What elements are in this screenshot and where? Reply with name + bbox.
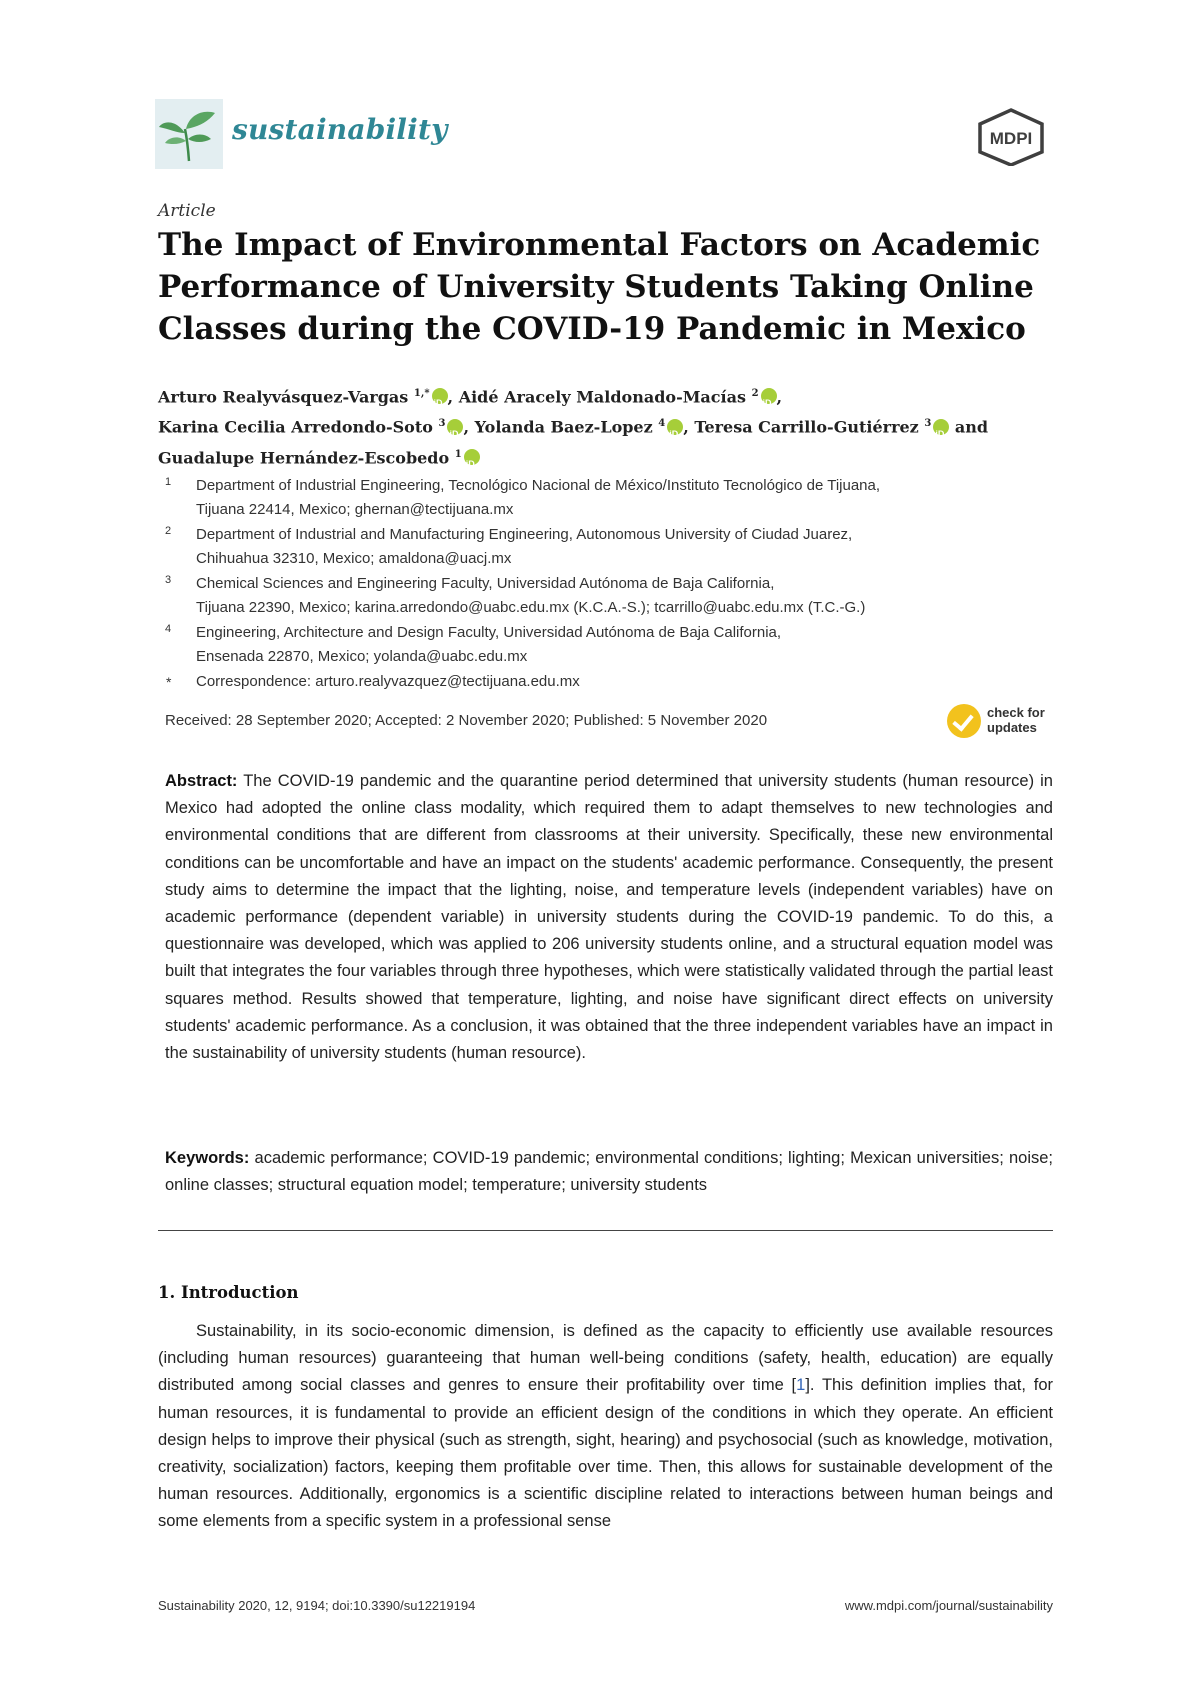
publisher-logo-text: MDPI xyxy=(989,129,1033,148)
author-name: Aidé Aracely Maldonado-Macías xyxy=(458,387,746,407)
author-list: Arturo Realyvásquez-Vargas $^{1,*}$iD , Aidé Aracely Maldonado-Macías $^2$iD , Karina Cecilia Arredondo-Soto $^3$iD , Yolanda Baez-Lopez $^4$iD , Teresa Carrillo-Gutiérrez $^3$iD and Guadalupe Hernández-Escobedo $^1$iD xyxy=(158,380,1058,471)
citation-link[interactable]: 1 xyxy=(796,1376,806,1395)
keywords xyxy=(165,1145,1053,1199)
abstract xyxy=(165,768,1053,1067)
orcid-icon[interactable] xyxy=(761,388,777,404)
affiliation-item: 3 Chemical Sciences and Engineering Faculty, Universidad Autónoma de Baja California, Tijuana 22390, Mexico; karina.arredondo@uabc.edu.mx (K.C.A.-S.); tcarrillo@uabc.edu.mx (T.C.-G.) xyxy=(165,574,866,616)
journal-logo xyxy=(155,99,223,169)
divider xyxy=(158,1230,1053,1231)
abstract-text: The COVID-19 pandemic and the quarantine period determined that university students (human resource) in Mexico had adopted the online class modality, which required them to adapt themselves to new technologies and environmental conditions that are different from classrooms at their university. Specifically, these new environmental conditions can be uncomfortable and have an impact on the students' academic performance. Consequently, the present study aims to determine the impact that the lighting, noise, and temperature levels (independent variables) have on academic performance (dependent variable) in university students during the COVID-19 pandemic. To do this, a questionnaire was developed, which was applied to 206 university students online, and a structural equation model was built that integrates the four variables through three hypotheses, which were statistically validated through the partial least squares method. Results showed that temperature, lighting, and noise have significant direct effects on university students' academic performance. As a conclusion, it was obtained that the three independent variables have an impact in the sustainability of university students (human resource). xyxy=(165,772,1053,1063)
author-name: Teresa Carrillo-Gutiérrez xyxy=(694,417,919,437)
keywords-text: academic performance; COVID-19 pandemic; environmental conditions; lighting; Mexican universities; noise; online classes; structural equation model; temperature; university students xyxy=(165,1149,1053,1194)
article-type: Article xyxy=(158,201,216,221)
affiliation-item: 1 Department of Industrial Engineering, Tecnológico Nacional de México/Instituto Tecnológico de Tijuana, Tijuana 22414, Mexico; ghernan@tectijuana.mx xyxy=(165,476,881,518)
correspondence: * Correspondence: arturo.realyvazquez@tectijuana.edu.mx xyxy=(166,673,580,690)
orcid-icon[interactable] xyxy=(432,388,448,404)
section-body: Sustainability, in its socio-economic dimension, is defined as the capacity to efficiently use available resources (including human resources) guaranteeing that human well-being conditions (safety, health, education) are equally distributed among social classes and genres to ensure their profitability over time [1]. This definition implies that, for human resources, it is fundamental to provide an efficient design of the conditions in which they operate. An efficient design helps to improve their physical (such as strength, sight, hearing) and psychosocial (such as knowledge, motivation, creativity, socialization) factors, keeping them profitable over time. Then, this allows for sustainable development of the human resources. Additionally, ergonomics is a scientific discipline related to interactions between human beings and some elements from a specific system in a professional sense xyxy=(158,1322,1053,1531)
journal-name: sustainability xyxy=(232,113,448,146)
section-heading: 1. Introduction xyxy=(158,1283,299,1302)
affiliation-item: 2 Department of Industrial and Manufacturing Engineering, Autonomous University of Ciudad Juarez, Chihuahua 32310, Mexico; amaldona@uacj.mx xyxy=(165,525,853,567)
keywords-label: Keywords: xyxy=(165,1149,250,1167)
orcid-icon[interactable] xyxy=(447,419,463,435)
footer-citation: Sustainability 2020, 12, 9194; doi:10.3390/su12219194 xyxy=(158,1598,476,1613)
footer-journal-url[interactable]: www.mdpi.com/journal/sustainability xyxy=(844,1598,1053,1613)
abstract-label: Abstract: xyxy=(165,772,238,790)
orcid-icon[interactable] xyxy=(464,449,480,465)
author-affil-sup: 2 xyxy=(751,388,759,399)
publication-dates: Received: 28 September 2020; Accepted: 2 November 2020; Published: 5 November 2020 xyxy=(165,712,768,729)
paper-title: The Impact of Environmental Factors on Academic Performance of University Students Taking Online Classes during the COVID-19 Pandemic in Mexico xyxy=(158,227,1041,347)
author-name: Guadalupe Hernández-Escobedo xyxy=(158,447,450,467)
author-name: Karina Cecilia Arredondo-Soto xyxy=(158,417,433,437)
author-name: Yolanda Baez-Lopez xyxy=(474,417,653,437)
author-affil-sup: 3 xyxy=(924,418,932,430)
author-affil-sup: 1,* xyxy=(413,388,430,399)
orcid-icon[interactable] xyxy=(667,419,683,435)
affiliations xyxy=(158,474,1058,695)
affiliation-item: 4 Engineering, Architecture and Design Faculty, Universidad Autónoma de Baja California, Ensenada 22870, Mexico; yolanda@uabc.edu.mx xyxy=(165,623,782,665)
publisher-logo xyxy=(976,108,1046,166)
leaf-icon xyxy=(155,99,223,169)
author-name: Arturo Realyvásquez-Vargas xyxy=(158,387,409,407)
author-affil-sup: 4 xyxy=(658,418,666,430)
checkmark-icon xyxy=(947,704,981,738)
orcid-icon[interactable] xyxy=(933,419,949,435)
author-affil-sup: 1 xyxy=(454,448,462,460)
check-for-updates-button[interactable]: check for updates xyxy=(947,702,1067,742)
author-affil-sup: 3 xyxy=(438,418,446,430)
